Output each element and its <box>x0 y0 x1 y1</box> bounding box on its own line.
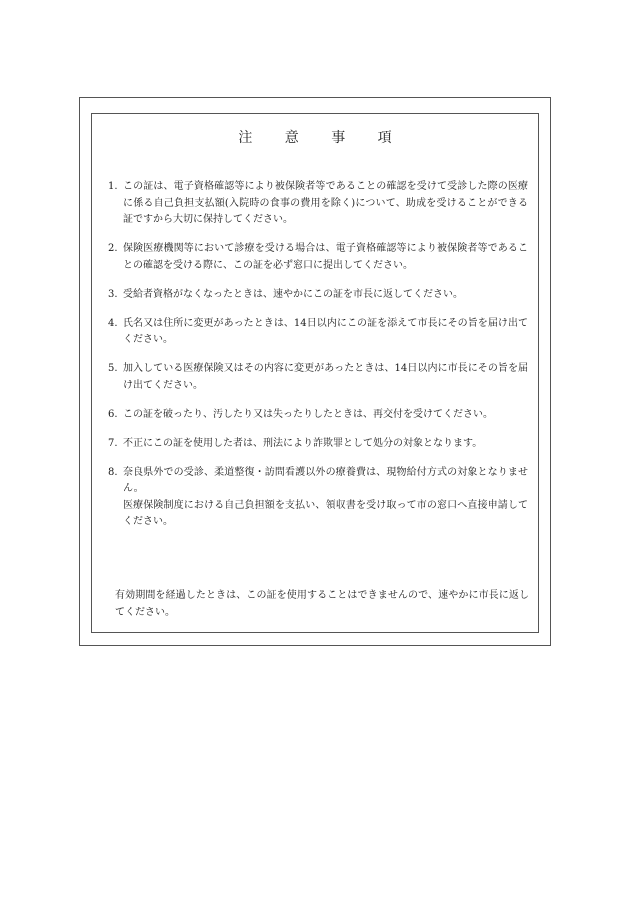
item-text: 氏名又は住所に変更があったときは、14日以内にこの証を添えて市長にその旨を届け出てください。 <box>123 317 528 345</box>
notice-item-7 <box>108 436 528 453</box>
item-number: 8. <box>108 466 118 478</box>
item-text: 加入している医療保険又はその内容に変更があったときは、14日以内に市長にその旨を届け出てください。 <box>123 363 528 391</box>
item-text: 保険医療機関等において診療を受ける場合は、電子資格確認等により被保険者等であることの確認を受ける際に、この証を必ず窓口に提出してください。 <box>123 243 528 271</box>
item-subtext: 医療保険制度における自己負担額を支払い、領収書を受け取って市の窓口へ直接申請してください。 <box>123 499 528 527</box>
notice-item-4 <box>108 316 528 349</box>
item-text: 奈良県外での受診、柔道整復・訪問看護以外の療養費は、現物給付方式の対象となりません。 <box>123 466 528 494</box>
notice-item-5 <box>108 361 528 394</box>
notice-item-3 <box>108 287 528 304</box>
item-number: 4. <box>108 317 118 329</box>
notice-list <box>108 179 528 543</box>
item-number: 3. <box>108 288 118 300</box>
notice-item-1 <box>108 179 528 229</box>
item-number: 5. <box>108 363 118 374</box>
notice-item-2 <box>108 241 528 274</box>
item-number: 2. <box>108 243 118 254</box>
item-number: 6. <box>108 408 118 420</box>
item-number: 7. <box>108 437 118 449</box>
item-text: この証を破ったり、汚したり又は失ったりしたときは、再交付を受けてください。 <box>123 408 493 420</box>
notice-title: 注 意 事 項 <box>238 130 406 146</box>
notice-item-6 <box>108 407 528 424</box>
item-text: この証は、電子資格確認等により被保険者等であることの確認を受けて受診した際の医療に係る自己負担支払額(入院時の食事の費用を除く)について、助成を受けることができる証ですから大切に保持してください。 <box>123 181 528 225</box>
item-text: 受給者資格がなくなったときは、速やかにこの証を市長に返してください。 <box>123 288 463 300</box>
item-number: 1. <box>108 181 118 192</box>
notice-item-8 <box>108 465 528 531</box>
footer-note: 有効期間を経過したときは、この証を使用することはできませんので、速やかに市長に返してください。 <box>115 590 529 618</box>
item-text: 不正にこの証を使用した者は、刑法により詐欺罪として処分の対象となります。 <box>123 437 483 449</box>
